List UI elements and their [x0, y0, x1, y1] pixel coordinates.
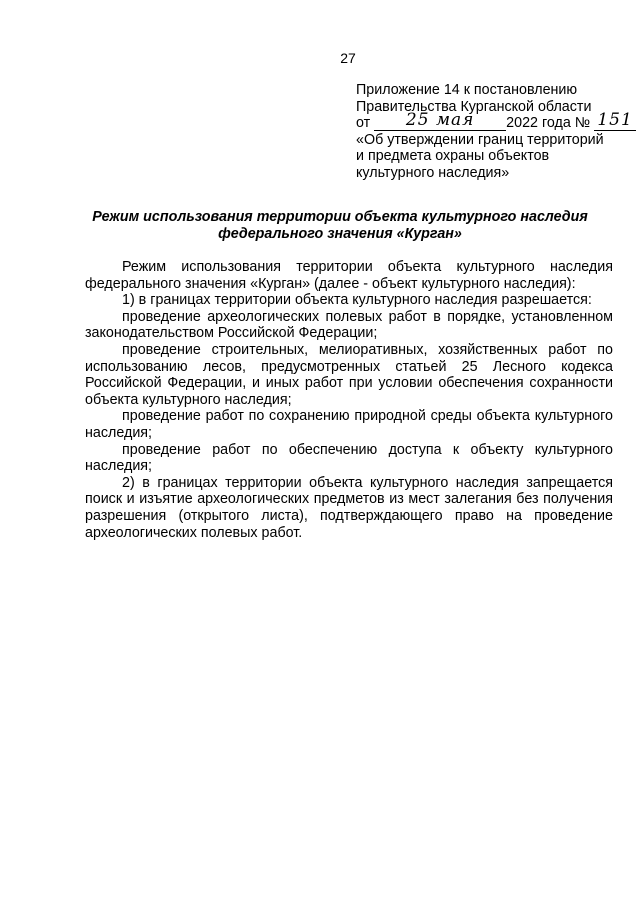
paragraph: проведение строительных, мелиоративных, хозяйственных работ по использованию лесов, предусмотренных статьей 25 Лесного кодекса Российской Федерации, и иных работ при условии обеспечения сохранности объекта культурного наследия; — [85, 341, 613, 408]
appendix-line-5: и предмета охраны объектов — [356, 148, 550, 165]
appendix-date-line — [356, 110, 633, 132]
title-line-2: федерального значения «Курган» — [218, 226, 462, 242]
number-field — [594, 110, 636, 131]
handwritten-date: 25 мая — [405, 110, 475, 131]
paragraph: 1) в границах территории объекта культурного наследия разрешается: — [122, 292, 592, 309]
date-field — [374, 110, 506, 131]
paragraph: проведение работ по сохранению природной среды объекта культурного наследия; — [85, 408, 613, 441]
document-title — [80, 209, 600, 243]
appendix-line-4: «Об утверждении границ территорий — [356, 131, 604, 148]
appendix-line-2: Правительства Курганской области — [356, 98, 592, 115]
appendix-line-1: Приложение 14 к постановлению — [356, 82, 578, 98]
paragraph: 2) в границах территории объекта культурного наследия запрещается поиск и изъятие археологических предметов из мест залегания без получения разрешения (открытого листа), подтверждающего право на проведение археологических полевых работ. — [85, 474, 613, 541]
document-body — [85, 259, 613, 541]
year-text: 2022 года № — [506, 115, 591, 132]
paragraph: проведение археологических полевых работ в порядке, установленном законодательством Российской Федерации; — [85, 308, 613, 342]
title-line-1: Режим использования территории объекта культурного наследия — [92, 209, 588, 225]
handwritten-number: 151 — [597, 110, 633, 131]
paragraph: Режим использования территории объекта культурного наследия федерального значения «Курган» (далее - объект культурного наследия): — [85, 259, 613, 292]
page-number: 27 — [340, 50, 356, 66]
from-prefix: от — [356, 115, 371, 132]
paragraph: проведение работ по обеспечению доступа к объекту культурного наследия; — [85, 441, 613, 475]
appendix-header — [356, 82, 633, 182]
appendix-line-6: культурного наследия» — [356, 164, 510, 181]
